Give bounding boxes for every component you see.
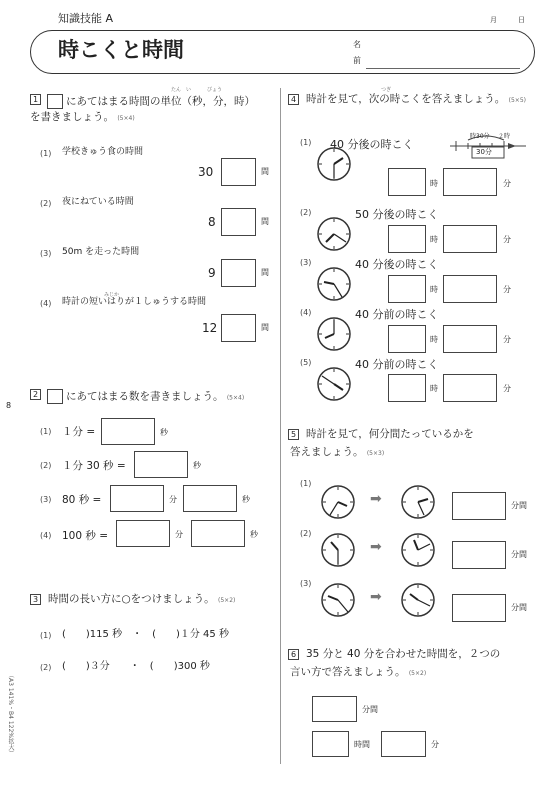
item-number: (2) (40, 461, 52, 470)
page-title: 時こくと時間 (58, 38, 184, 62)
answer-box[interactable] (381, 731, 426, 757)
q5-instruction: 時計を見て，何分間たっているかを (306, 428, 474, 440)
item-number: (4) (300, 308, 312, 317)
unit-label: 分間 (511, 603, 527, 612)
name-label-2: 前 (353, 56, 361, 65)
unit-label: 分 (503, 384, 511, 393)
unit-label: 時 (430, 235, 438, 244)
unit-label: 分間 (362, 705, 378, 714)
item-number: (2) (300, 529, 312, 538)
item-number: (3) (300, 258, 312, 267)
name-line (366, 68, 520, 69)
clock-icon (320, 484, 356, 520)
clock-icon (316, 366, 352, 402)
answer-box[interactable] (443, 275, 497, 303)
unit-label: 間 (261, 217, 269, 226)
answer-box[interactable] (221, 314, 256, 342)
answer-box[interactable] (110, 485, 164, 512)
answer-box[interactable] (221, 259, 256, 287)
arrow-right-icon: ➡ (370, 539, 382, 555)
item-number: (2) (300, 208, 312, 217)
item-label: 40 分前の時こく (355, 358, 439, 371)
answer-box[interactable] (388, 225, 426, 253)
item-value: 30 (198, 165, 214, 179)
q2-instruction: にあてはまる数を書きましょう。 (5×4) (47, 389, 244, 404)
item-value: 12 (202, 321, 218, 335)
ruby-annotation: みじか (104, 292, 120, 298)
item-label: 学校きゅう食の時間 (62, 147, 144, 157)
item-label: 40 分後の時こく (330, 138, 414, 151)
item-number: (1) (40, 427, 52, 436)
answer-box[interactable] (452, 594, 506, 622)
item-label: 100 秒 = (62, 530, 109, 542)
clock-icon (400, 582, 436, 618)
question-number: 2 (30, 389, 41, 400)
unit-label: 分 (503, 285, 511, 294)
hint-label: 時30分 (470, 133, 490, 140)
unit-label: 秒 (193, 461, 201, 470)
q5-instruction-2: 答えましょう。 (5×3) (290, 446, 385, 458)
answer-box[interactable] (134, 451, 188, 478)
unit-label: 分間 (511, 501, 527, 510)
answer-box[interactable] (388, 168, 426, 196)
q3-instruction: 時間の長い方に○をつけましょう。 (5×2) (48, 593, 236, 605)
q6-instruction: 35 分と 40 分を合わせた時間を，２つの (306, 648, 501, 660)
item-label: 夜にねている時間 (62, 197, 134, 207)
unit-label: 分 (431, 740, 439, 749)
unit-label: 分 (503, 235, 511, 244)
name-label-1: 名 (353, 40, 361, 49)
clock-icon (316, 216, 352, 252)
unit-label: 分 (175, 530, 183, 539)
unit-label: 間 (261, 268, 269, 277)
item-number: (1) (300, 138, 312, 147)
item-number: (1) (300, 479, 312, 488)
answer-box[interactable] (312, 731, 349, 757)
answer-box[interactable] (443, 225, 497, 253)
answer-box[interactable] (312, 696, 357, 722)
item-label: 80 秒 = (62, 494, 102, 506)
item-number: (1) (40, 631, 52, 640)
item-number: (3) (40, 249, 52, 258)
hint-label: ２時 (498, 133, 511, 140)
unit-label: 秒 (250, 530, 258, 539)
unit-label: 時 (430, 285, 438, 294)
answer-box[interactable] (388, 275, 426, 303)
answer-box[interactable] (388, 374, 426, 402)
item-label: 50 分後の時こく (355, 208, 439, 221)
comparison-item[interactable]: ( )115 秒 ・ ( )１分 45 秒 (62, 629, 229, 640)
ruby-annotation: つぎ (381, 87, 392, 93)
column-divider (280, 88, 281, 764)
answer-box[interactable] (443, 168, 497, 196)
item-label: 時計の短いはりが１しゅうする時間 (62, 297, 207, 307)
q1-instruction-2: を書きましょう。 (5×4) (30, 111, 135, 123)
item-value: 9 (208, 266, 216, 280)
hint-label: 30分 (476, 148, 492, 156)
answer-box[interactable] (221, 158, 256, 186)
answer-box[interactable] (183, 485, 237, 512)
clock-icon (400, 532, 436, 568)
question-number: 3 (30, 594, 41, 605)
item-label: 50m を走った時間 (62, 247, 140, 257)
unit-label: 時 (430, 384, 438, 393)
item-number: (2) (40, 199, 52, 208)
day-label: 日 (518, 16, 525, 24)
ruby-annotation: たん (171, 87, 182, 93)
item-number: (4) (40, 531, 52, 540)
answer-box[interactable] (443, 325, 497, 353)
answer-box-icon (47, 94, 63, 109)
answer-box[interactable] (116, 520, 170, 547)
item-number: (4) (40, 299, 52, 308)
answer-box[interactable] (191, 520, 245, 547)
question-number: 5 (288, 429, 299, 440)
category-label: 知識技能 A (58, 12, 114, 25)
month-label: 月 (490, 16, 497, 24)
q6-instruction-2: 言い方で答えましょう。 (5×2) (290, 666, 427, 678)
answer-box[interactable] (388, 325, 426, 353)
arrow-right-icon: ➡ (370, 491, 382, 507)
unit-label: 分間 (511, 550, 527, 559)
arrow-right-icon: ➡ (370, 589, 382, 605)
item-label: 40 分前の時こく (355, 308, 439, 321)
clock-icon (320, 582, 356, 618)
comparison-item[interactable]: ( )３分 ・ ( )300 秒 (62, 661, 210, 672)
clock-icon (316, 316, 352, 352)
item-number: (3) (300, 579, 312, 588)
q1-instruction: にあてはまる時間の単位（秒，分，時） (47, 94, 255, 109)
question-number: 4 (288, 94, 299, 105)
item-number: (5) (300, 358, 312, 367)
clock-icon (316, 146, 352, 182)
scale-note: （A3 141%・B4 122%拡大） (7, 672, 14, 756)
answer-box[interactable] (452, 541, 506, 569)
item-label: 40 分後の時こく (355, 258, 439, 271)
clock-icon (400, 484, 436, 520)
ruby-annotation: い (186, 87, 192, 93)
item-number: (3) (40, 495, 52, 504)
ruby-annotation: びょう (207, 87, 223, 93)
item-number: (2) (40, 663, 52, 672)
unit-label: 秒 (242, 495, 250, 504)
answer-box[interactable] (101, 418, 155, 445)
clock-icon (316, 266, 352, 302)
question-number: 1 (30, 94, 41, 105)
unit-label: 時 (430, 335, 438, 344)
q4-instruction: 時計を見て，次の時こくを答えましょう。 (5×5) (306, 93, 526, 105)
unit-label: 間 (261, 167, 269, 176)
answer-box-icon (47, 389, 63, 404)
question-number: 6 (288, 649, 299, 660)
answer-box[interactable] (221, 208, 256, 236)
unit-label: 時 (430, 179, 438, 188)
item-value: 8 (208, 215, 216, 229)
item-label: １分 30 秒 = (62, 460, 126, 472)
page-number: 8 (6, 401, 12, 410)
clock-icon (320, 532, 356, 568)
unit-label: 秒 (160, 428, 168, 437)
unit-label: 分 (169, 495, 177, 504)
unit-label: 分 (503, 179, 511, 188)
item-number: (1) (40, 149, 52, 158)
unit-label: 時間 (354, 740, 370, 749)
answer-box[interactable] (452, 492, 506, 520)
answer-box[interactable] (443, 374, 497, 402)
unit-label: 分 (503, 335, 511, 344)
unit-label: 間 (261, 323, 269, 332)
item-label: １分 = (62, 426, 96, 438)
